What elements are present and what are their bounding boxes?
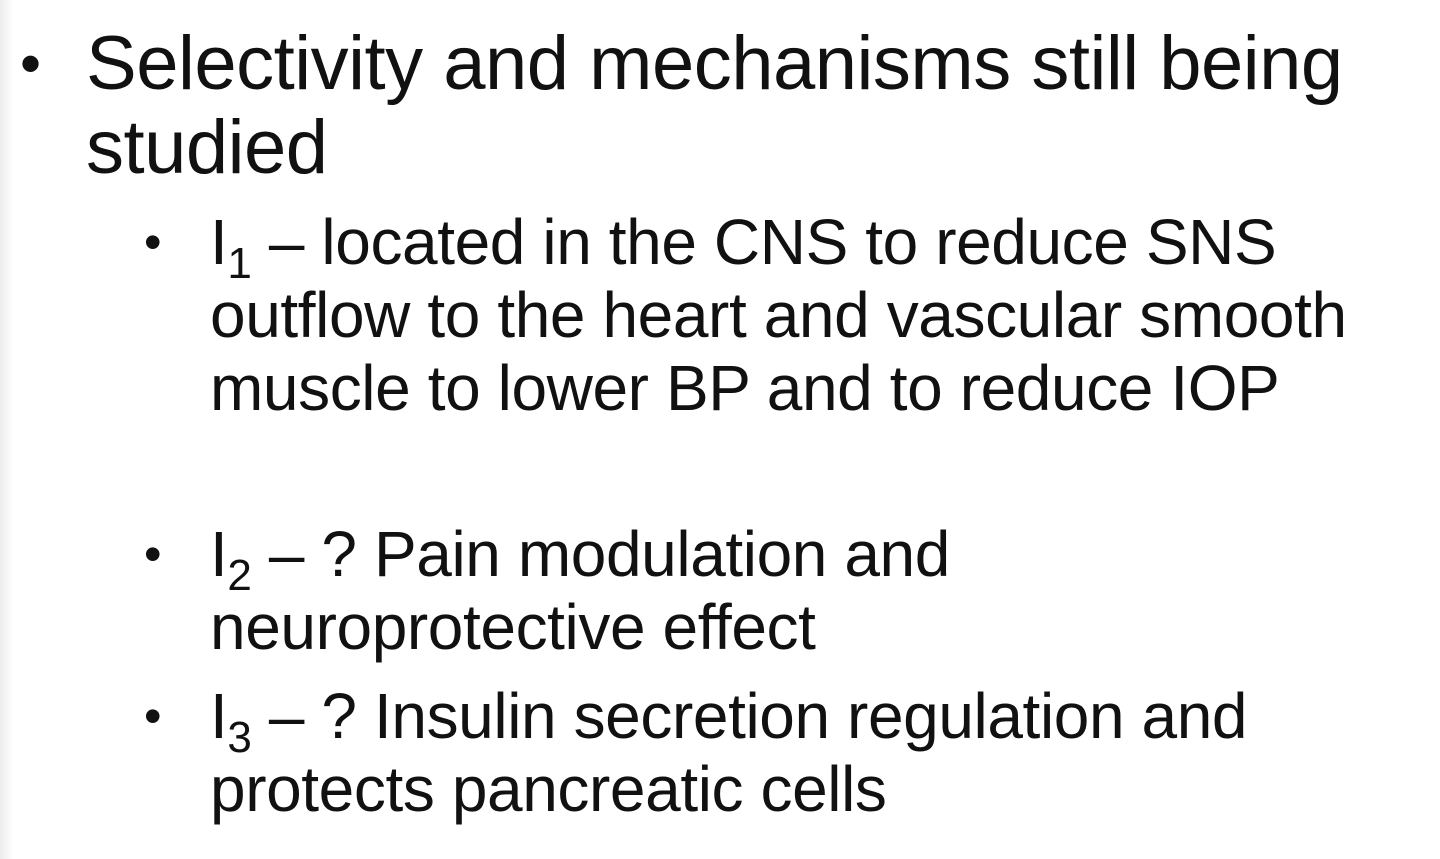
receptor-label: I <box>210 680 228 752</box>
receptor-subscript: 3 <box>227 713 252 762</box>
receptor-label: I <box>210 206 228 278</box>
receptor-subscript: 2 <box>227 551 252 600</box>
bullet-main-text: Selectivity and mechanisms still being studied <box>86 21 1343 190</box>
bullet-marker: • <box>144 688 162 744</box>
bullet-marker: • <box>144 214 162 270</box>
sub-bullet-text: – located in the CNS to reduce SNS outflow to the heart and vascular smooth muscle to lower BP and to reduce IOP <box>210 206 1347 424</box>
bullet-main <box>20 21 1346 190</box>
sub-bullet-i2 <box>144 518 1390 664</box>
sub-bullet-text: – ? Pain modulation and neuroprotective effect <box>210 518 950 663</box>
bullet-marker: • <box>20 30 41 97</box>
sub-bullet-i1 <box>144 206 1390 425</box>
bullet-marker: • <box>144 526 162 582</box>
sub-bullet-text: – ? Insulin secretion regulation and protects pancreatic cells <box>210 680 1248 825</box>
receptor-label: I <box>210 518 228 590</box>
receptor-subscript: 1 <box>227 239 252 288</box>
sub-bullet-i3 <box>144 680 1390 826</box>
